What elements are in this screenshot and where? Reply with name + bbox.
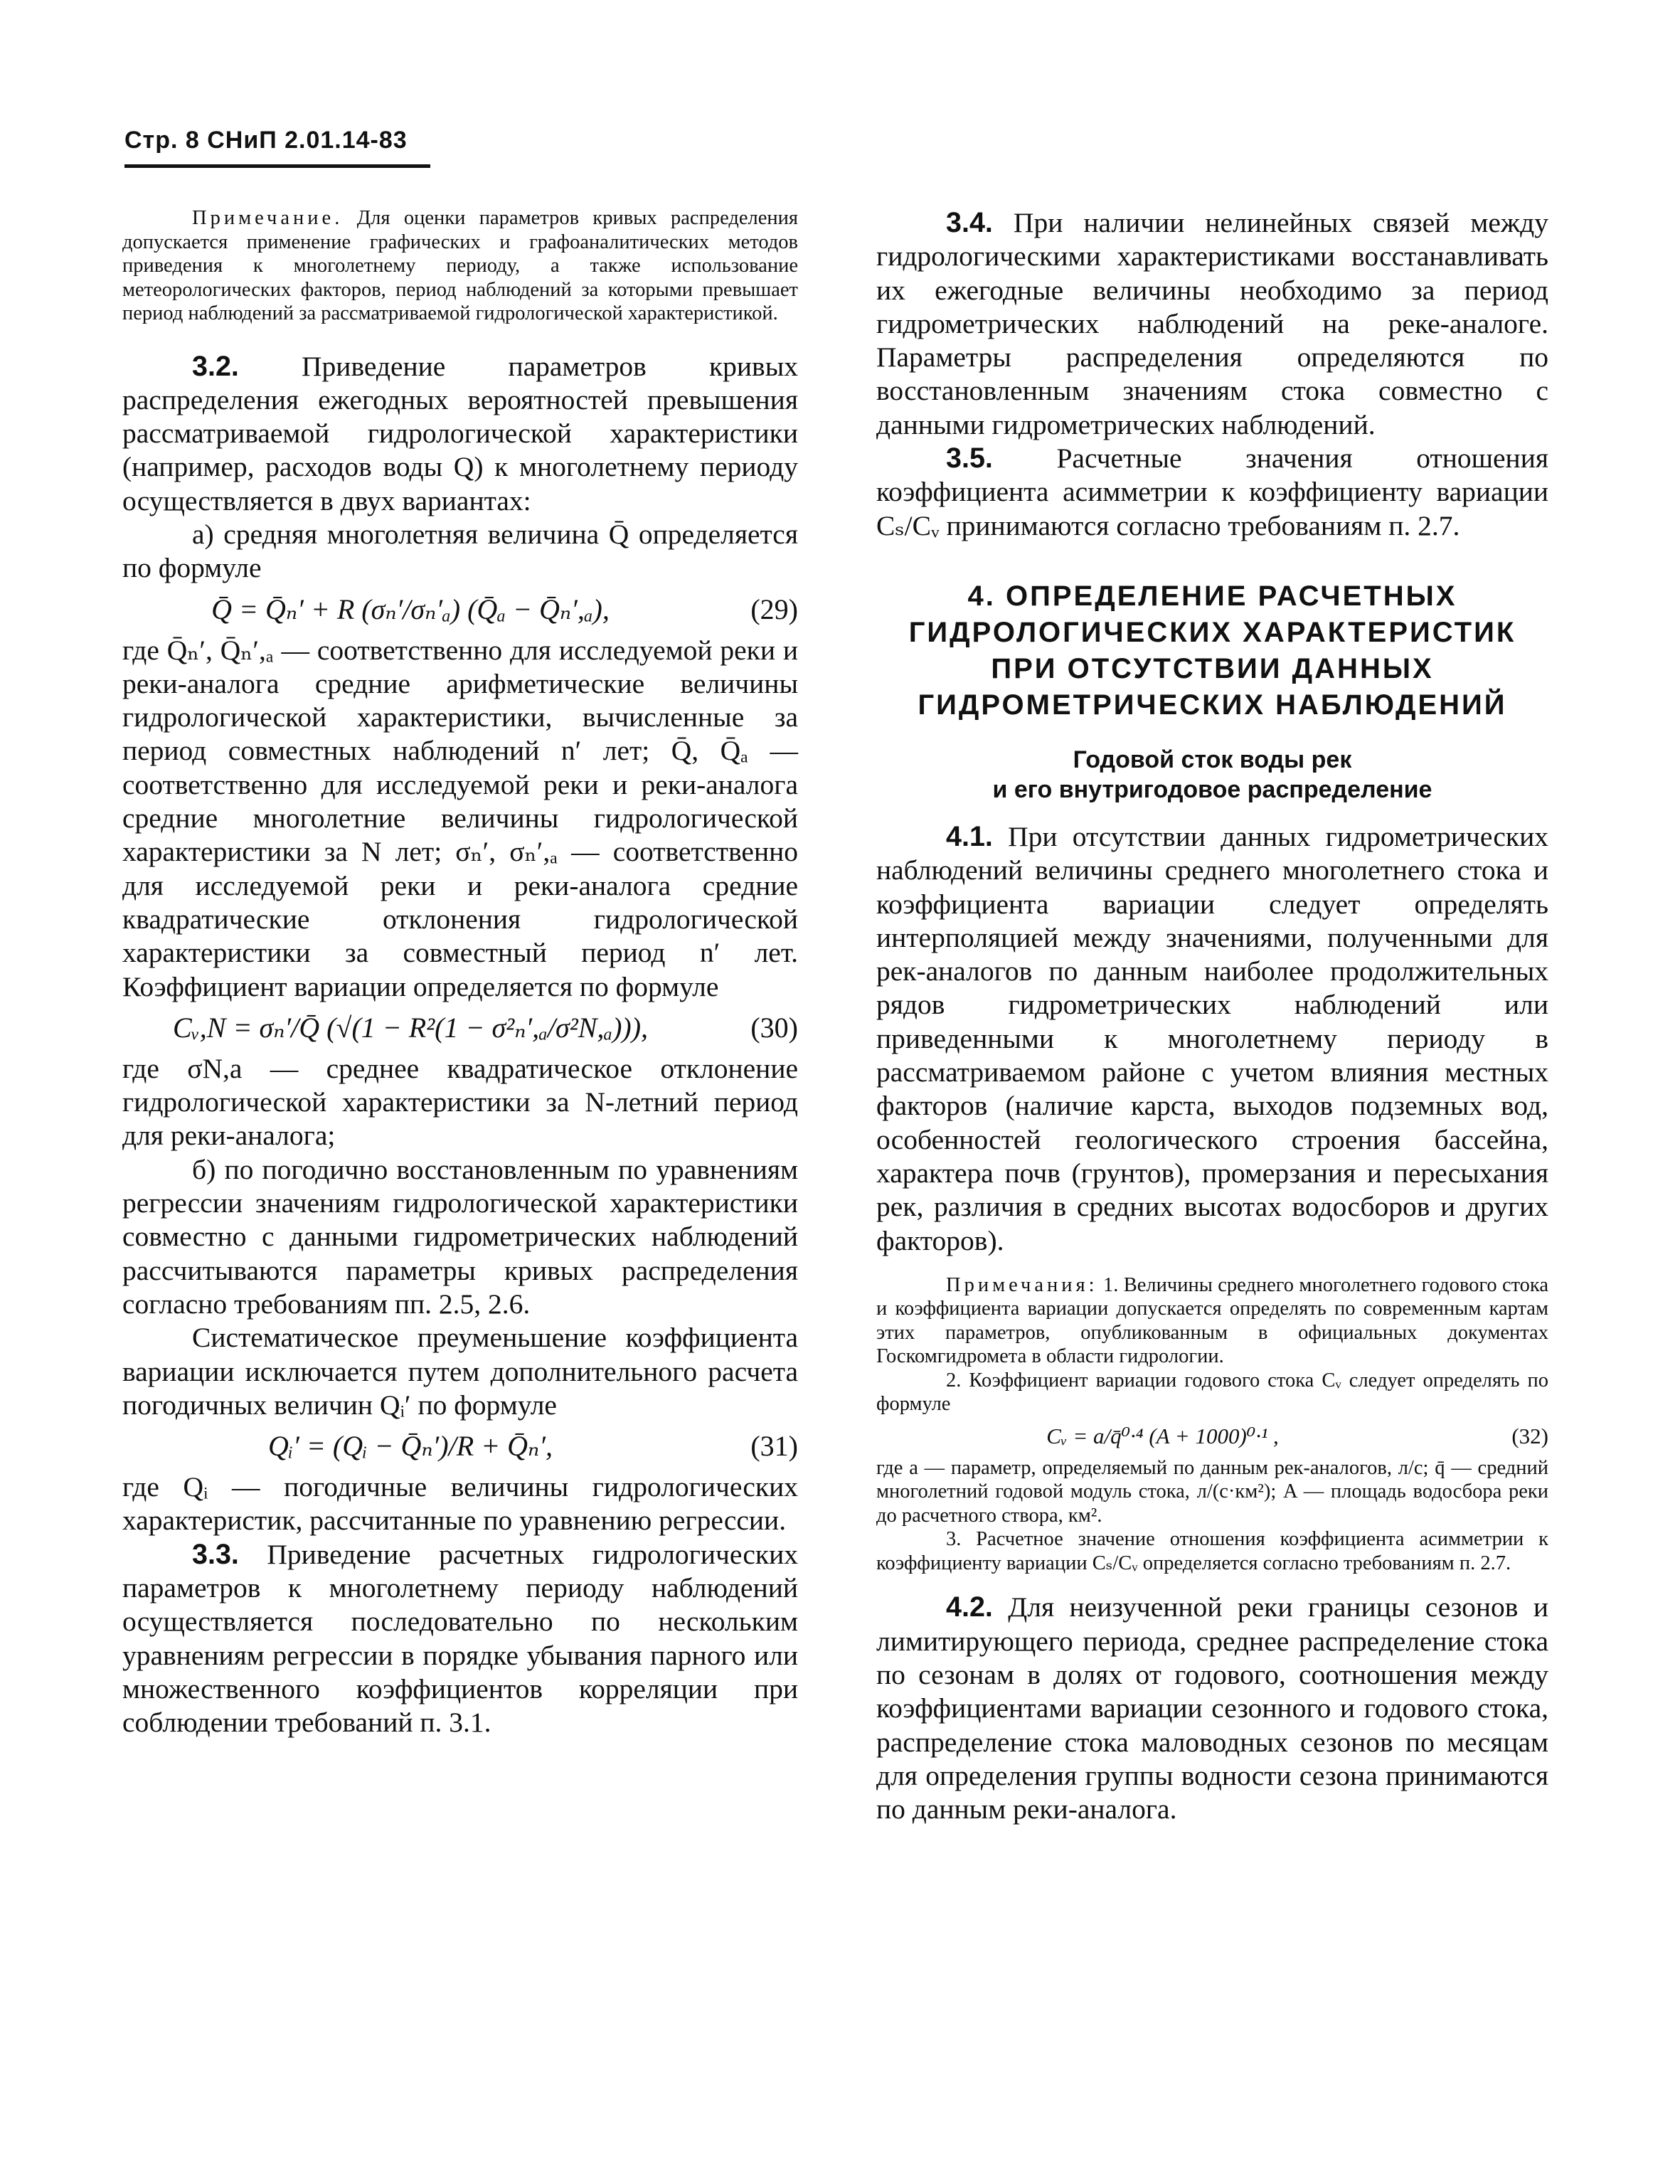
formula-32-expression: Cᵥ = a/q̄⁰·⁴ (A + 1000)⁰·¹ , (1046, 1423, 1279, 1448)
paragraph-4-1 (876, 820, 1548, 1258)
section-heading-line-3: ПРИ ОТСУТСТВИИ ДАННЫХ (991, 652, 1434, 684)
clause-number-3-4: 3.4. (946, 207, 993, 238)
running-header (124, 127, 430, 168)
formula-31-number: (31) (750, 1430, 798, 1463)
paragraph-3-3-text: Приведение расчетных гидрологических параметров к многолетнему периоду наблюдений осуществляется последовательно по нескольким уравнениям регрессии в порядке убывания парного или множественного коэффициентов корреляции при соблюдении требований п. 3.1. (122, 1538, 798, 1739)
paragraph-4-1-text: При отсутствии данных гидрометрических наблюдений величины среднего многолетнего стока и коэффициента вариации следует определять интерполяцией между значениями, полученными для рек-аналогов по данным наиболее продолжительных рядов гидрометрических наблюдений или приведенными к многолетнему периоду в рассматриваемом районе с учетом влияния местных факторов (наличие карста, выходов подземных вод, особенностей геологического строения бассейна, характера почв (грунтов), промерзания и пересыхания рек, различия в средних высотах водосборов и других факторов). (876, 820, 1548, 1256)
formula-29-number: (29) (750, 593, 798, 625)
note-label: Примечание. (192, 207, 344, 229)
paragraph-systematic: Систематическое преуменьшение коэффициента вариации исключается путем дополнительного расчета погодичных величин Qᵢ′ по формуле (122, 1322, 798, 1421)
subsection-heading (876, 745, 1548, 805)
paragraph-3-5-text: Расчетные значения отношения коэффициента асимметрии к коэффициенту вариации Cₛ/Cᵥ принимаются согласно требованиям п. 2.7. (876, 442, 1548, 541)
paragraph-3-4 (876, 206, 1548, 442)
formula-30-expression: Cᵥ,N = σₙ′/Q̄ (√(1 − R²(1 − σ²ₙ′,ₐ/σ²N,ₐ))), (172, 1011, 649, 1044)
where-32: где a — параметр, определяемый по данным рек-аналогов, л/с; q̄ — средний многолетний годовой модуль стока, л/(с·км²); A — площадь водосбора реки до расчетного створа, км². (876, 1456, 1548, 1527)
note-1-text: 1. Величины среднего многолетнего годового стока и коэффициента вариации допускается определять по современным картам этих параметров, опубликованным в официальных документах Госкомгидромета в области гидрологии. (876, 1273, 1548, 1368)
paragraph-a: а) средняя многолетняя величина Q̄ определяется по формуле (122, 518, 798, 584)
subsection-heading-line-2: и его внутригодовое распределение (992, 775, 1432, 803)
section-heading-line-2: ГИДРОЛОГИЧЕСКИХ ХАРАКТЕРИСТИК (908, 616, 1516, 648)
paragraph-4-2 (876, 1591, 1548, 1826)
clause-number-3-5: 3.5. (946, 442, 993, 475)
paragraph-3-5 (876, 442, 1548, 543)
formula-30 (122, 1004, 798, 1052)
notes-4-1-item-3: 3. Расчетное значение отношения коэффициента асимметрии к коэффициенту вариации Cₛ/Cᵥ определяется согласно требованиям п. 2.7. (876, 1528, 1548, 1574)
paragraph-3-2-text: Приведение параметров кривых распределения ежегодных вероятностей превышения рассматриваемой гидрологической характеристики (например, расходов воды Q) к многолетнему периоду осуществляется в двух вариантах: (122, 350, 798, 516)
note-3-1 (122, 206, 798, 326)
paragraph-3-2 (122, 350, 798, 518)
formula-31 (122, 1422, 798, 1470)
left-column (122, 206, 798, 1739)
paragraph-4-2-text: Для неизученной реки границы сезонов и лимитирующего периода, среднее распределение стока по сезонам в долях от годового, соотношения между коэффициентами вариации сезонного и годового стока, распределение стока маловодных сезонов по месяцам для определения группы водности сезона принимаются по данным реки-аналога. (876, 1591, 1548, 1825)
notes-4-1-item-1 (876, 1273, 1548, 1369)
clause-number-3-2: 3.2. (192, 350, 239, 382)
where-29: где Q̄ₙ′, Q̄ₙ′,ₐ — соответственно для исследуемой реки и реки-аналога средние арифметические величины гидрологической характеристики, вычисленные за период совместных наблюдений n′ лет; Q̄, Q̄ₐ — соответственно для исследуемой реки и реки-аналога средние многолетние величины гидрологической характеристики за N лет; σₙ′, σₙ′,ₐ — соответственно для исследуемой реки и реки-аналога средние квадратические отклонения гидрологической характеристики за совместный период n′ лет. Коэффициент вариации определяется по формуле (122, 634, 798, 1002)
formula-29-expression: Q̄ = Q̄ₙ′ + R (σₙ′/σₙ′ₐ) (Q̄ₐ − Q̄ₙ′,ₐ), (211, 593, 610, 625)
paragraph-3-4-text: При наличии нелинейных связей между гидрологическими характеристиками восстанавливать их ежегодные величины необходимо за период гидрометрических наблюдений на реке-аналоге. Параметры распределения определяются по восстановленным значениям стока совместно с данными гидрометрических наблюдений. (876, 207, 1548, 440)
notes-label: Примечания: (946, 1273, 1098, 1296)
header-text: Стр. 8 СНиП 2.01.14-83 (124, 127, 408, 154)
formula-32 (876, 1416, 1548, 1456)
note-text: Для оценки параметров кривых распределения допускается применение графических и графоаналитических методов приведения к многолетнему периоду, а также использование метеорологических факторов, период наблюдений за которыми превышает период наблюдений за рассматриваемой гидрологической характеристикой. (122, 207, 798, 324)
paragraph-3-3 (122, 1538, 798, 1740)
clause-number-3-3: 3.3. (192, 1538, 239, 1570)
section-4-heading (876, 578, 1548, 723)
header-rule (124, 164, 430, 168)
notes-4-1-item-2: 2. Коэффициент вариации годового стока Cᵥ следует определять по формуле (876, 1369, 1548, 1416)
formula-30-number: (30) (750, 1011, 798, 1044)
formula-31-expression: Qᵢ′ = (Qᵢ − Q̄ₙ′)/R + Q̄ₙ′, (267, 1430, 553, 1463)
clause-number-4-1: 4.1. (946, 820, 993, 852)
where-31: где Qᵢ — погодичные величины гидрологических характеристик, рассчитанные по уравнению регрессии. (122, 1471, 798, 1537)
section-heading-line-1: 4. ОПРЕДЕЛЕНИЕ РАСЧЕТНЫХ (967, 580, 1457, 612)
formula-32-number: (32) (1511, 1423, 1548, 1448)
section-heading-line-4: ГИДРОМЕТРИЧЕСКИХ НАБЛЮДЕНИЙ (918, 689, 1507, 721)
formula-29 (122, 585, 798, 634)
clause-number-4-2: 4.2. (946, 1591, 993, 1623)
where-30: где σN,a — среднее квадратическое отклонение гидрологической характеристики за N-летний период для реки-аналога; (122, 1052, 798, 1152)
right-column (876, 206, 1548, 1826)
subsection-heading-line-1: Годовой сток воды рек (1073, 746, 1352, 773)
paragraph-b: б) по погодично восстановленным по уравнениям регрессии значениям гидрологической характеристики совместно с данными гидрометрических наблюдений рассчитываются параметры кривых распределения согласно требованиям пп. 2.5, 2.6. (122, 1153, 798, 1320)
